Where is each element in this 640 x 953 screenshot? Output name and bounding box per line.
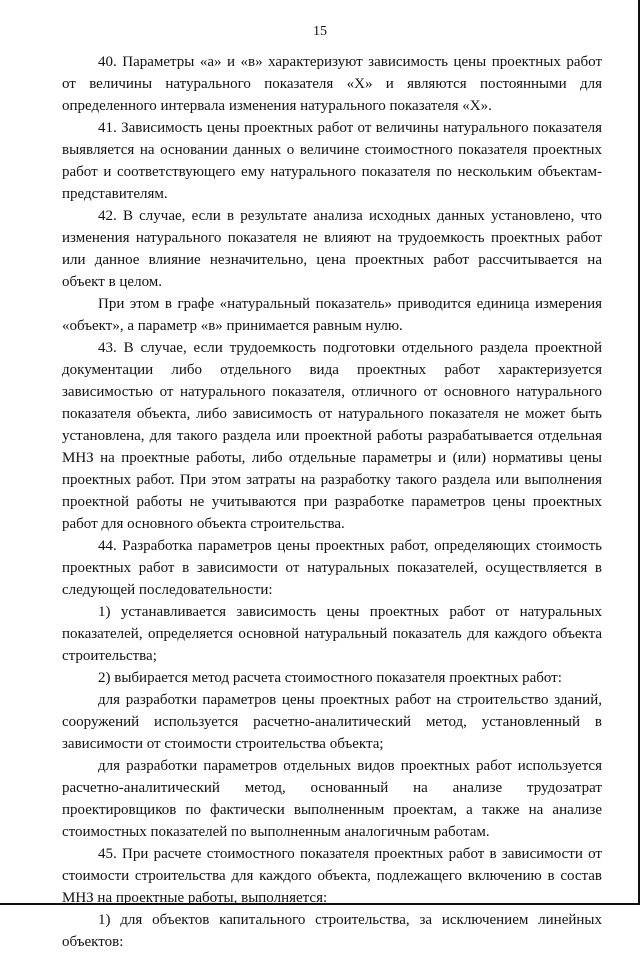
paragraph-45-item-1: 1) для объектов капитального строительства, за исключением линейных объектов:	[62, 912, 602, 950]
paragraph-41: 41. Зависимость цены проектных работ от величины натурального показателя выявляется на основании данных о величине стоимостного показателя проектных работ и соответствующего ему натурального показателя по нескольким объектам-представителям.	[62, 120, 602, 202]
paragraph-43: 43. В случае, если трудоемкость подготовки отдельного раздела проектной документации либо отдельного вида проектных работ характеризуется зависимостью от натурального показателя, отличного от основного натурального показателя объекта, либо зависимость от натурального показателя не может быть установлена, для такого раздела или проектной работы разрабатывается отдельная МНЗ на проектные работы, либо отдельные параметры и (или) нормативы цены проектных работ. При этом затраты на разработку такого раздела или выполнения проектной работы не учитываются при разработке параметров цены проектных работ для основного объекта строительства.	[62, 340, 602, 532]
paragraph-40: 40. Параметры «а» и «в» характеризуют зависимость цены проектных работ от величины натурального показателя «Х» и являются постоянными для определенного интервала изменения натурального показателя «Х».	[62, 54, 602, 114]
paragraph-44-item-2-a: для разработки параметров цены проектных работ на строительство зданий, сооружений используется расчетно-аналитический метод, установленный в зависимости от стоимости строительства объекта;	[62, 692, 602, 752]
paragraph-42: 42. В случае, если в результате анализа исходных данных установлено, что изменения натурального показателя не влияют на трудоемкость проектных работ или данное влияние незначительно, цена проектных работ рассчитывается на объект в целом.	[62, 208, 602, 290]
document-body	[62, 51, 602, 953]
paragraph-44-item-2-b: для разработки параметров отдельных видов проектных работ используется расчетно-аналитический метод, основанный на анализе трудозатрат проектировщиков по фактически выполненным проектам, а также на анализе стоимостных показателей по выполненным аналогичным работам.	[62, 758, 602, 840]
paragraph-44-item-2: 2) выбирается метод расчета стоимостного показателя проектных работ:	[98, 670, 562, 686]
paragraph-44-item-1: 1) устанавливается зависимость цены проектных работ от натуральных показателей, определяется основной натуральный показатель для каждого объекта строительства;	[62, 604, 602, 664]
paragraph-45: 45. При расчете стоимостного показателя проектных работ в зависимости от стоимости строительства для каждого объекта, подлежащего включению в состав МНЗ на проектные работы, выполняется:	[62, 846, 602, 906]
page-number: 15	[313, 24, 327, 39]
paragraph-44: 44. Разработка параметров цены проектных работ, определяющих стоимость проектных работ в зависимости от натуральных показателей, осуществляется в следующей последовательности:	[62, 538, 602, 598]
paragraph-42-note: При этом в графе «натуральный показатель» приводится единица измерения «объект», а параметр «в» принимается равным нулю.	[62, 296, 602, 334]
